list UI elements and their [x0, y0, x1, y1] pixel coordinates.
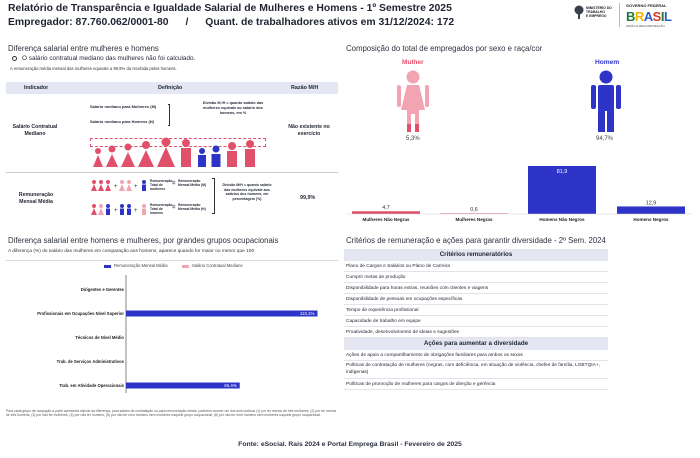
composition-title: Composição do total de empregados por sexo e raça/cor	[346, 44, 543, 53]
occ-category-label: Profissionais em Ocupações Nível Superior	[37, 311, 124, 316]
occupational-title: Diferença salarial entre homens e mulheres, por grandes grupos ocupacionais	[8, 236, 279, 245]
criteria-item: Tempo de experiência profissional	[344, 305, 608, 316]
row2-brace	[212, 178, 215, 214]
ministry-name: MINISTÉRIO DO TRABALHO E EMPREGO	[586, 6, 612, 18]
government-logo	[574, 3, 692, 29]
svg-text:+: +	[134, 208, 138, 214]
race-bar	[352, 211, 420, 214]
row1-brace	[168, 104, 170, 126]
legend-label-remuneration: Remuneração Mensal Média	[114, 263, 168, 268]
svg-text:+: +	[134, 184, 138, 190]
occ-category-label: Dirigentes e Gerentes	[80, 287, 124, 292]
race-bar-value: 81,9	[556, 169, 568, 175]
row1-def-explain: Divisão M /H = quanto salário das mulheres equivale ao salário dos homens, em %	[202, 101, 264, 115]
occ-bar-value: 65,4%	[224, 383, 237, 388]
row2-total-men: Remuneração Total de homens	[150, 203, 173, 215]
diversity-item: Políticas de contratação de mulheres (negras, com deficiência, em situação de violência, chefes de família, LGBTQIA+, indígenas)	[344, 361, 608, 379]
occupational-chart	[6, 260, 338, 408]
occ-bar-value: 110,1%	[299, 311, 315, 316]
row2-indicator: Remuneração Mensal Média	[18, 192, 54, 205]
footer-source: Fonte: eSocial. Rais 2024 e Portal Emprega Brasil - Fevereiro de 2025	[238, 441, 462, 448]
row1-def-women: Salário mediano para Mulheres (M)	[90, 104, 157, 109]
race-bar-value: 0,6	[470, 207, 478, 213]
legend-label-salary: Salário Contratual Mediano	[192, 263, 243, 268]
person-woman-icon	[106, 146, 118, 168]
race-bar-value: 4,7	[382, 205, 390, 212]
diversity-header: Ações para aumentar a diversidade	[344, 338, 608, 350]
row2-def-explain: Divisão M/H = quanto salário das mulheres equivale aos salários dos homens, em percentagem (%)	[222, 183, 272, 201]
row2-total-women: Remuneração Total de mulheres	[150, 179, 173, 191]
gov-title: GOVERNO FEDERAL	[626, 3, 667, 8]
criteria-header: Critérios remuneratórios	[344, 249, 608, 261]
occupational-subtitle: A diferença (%) do salário das mulheres em comparação aos homens, aparece quando for maior ou menor que 100	[8, 249, 255, 254]
salary-note: A remuneração média mensal das mulheres equivale a 99,9% da recebida pelos homens.	[10, 66, 177, 71]
occ-category-label: Trab. em Atividade Operacionais	[59, 383, 124, 388]
svg-text:+: +	[114, 208, 118, 214]
person-man-icon	[227, 142, 237, 167]
row1-def-men: Salário mediano para Homens (H)	[90, 119, 155, 124]
criteria-title: Critérios de remuneração e ações para garantir diversidade - 2º Sem. 2024	[346, 236, 606, 245]
people-row	[90, 134, 266, 168]
criteria-item: Disponibilidade para horas extras, reuniões com clientes e viagens	[344, 283, 608, 294]
th-indicator: Indicador	[24, 85, 49, 91]
occ-bar	[126, 311, 317, 317]
occ-bar	[126, 383, 240, 389]
gov-slogan: UNIÃO E RECONSTRUÇÃO	[626, 24, 665, 28]
race-category-label: Mulheres Não Negras	[362, 217, 410, 222]
man-small-icon	[142, 180, 146, 191]
person-man-icon	[198, 148, 206, 167]
bullet-icon	[12, 56, 17, 61]
legend-swatch-remuneration	[104, 265, 111, 268]
person-man-icon	[212, 146, 221, 168]
salary-bullet: O salário contratual mediano das mulheres não foi calculado.	[22, 55, 196, 62]
criteria-item: Capacidade de trabalho em equipe	[344, 316, 608, 327]
equals-icon: =	[172, 205, 176, 211]
report-subtitle	[8, 17, 454, 28]
subtitle-separator: /	[185, 17, 189, 28]
person-woman-icon	[157, 138, 175, 168]
row2-avg-men: Remuneração Mensal Média (H)	[178, 203, 206, 211]
row-divider	[6, 172, 338, 173]
criteria-item: Cumprir metas de produção	[344, 272, 608, 283]
person-man-icon	[245, 140, 255, 167]
women-light-group-icon	[119, 180, 132, 191]
criteria-item: Disponibilidade de pessoas em ocupações específicas	[344, 294, 608, 305]
brasil-logo: BRASIL	[626, 9, 672, 24]
logo-divider	[619, 3, 620, 27]
person-woman-icon	[121, 144, 135, 168]
diversity-item: Políticas de promoção de mulheres para cargos de direção e gerência	[344, 379, 608, 390]
row2-avg-women: Remuneração Mensal Média (M)	[178, 179, 207, 187]
women-group-icon	[91, 180, 111, 191]
criteria-table	[344, 249, 608, 390]
man-small-icon	[142, 204, 146, 215]
indicator-table	[6, 82, 338, 228]
man-label: Homem	[595, 59, 620, 66]
criteria-item: Plano de Cargos e Salários ou Plano de Carreira	[344, 261, 608, 272]
person-woman-icon	[138, 141, 154, 167]
occ-category-label: Técnicos de Nível Médio	[75, 335, 124, 340]
person-man-icon	[181, 139, 191, 167]
woman-label: Mulher	[402, 59, 424, 66]
woman-figure-icon	[395, 70, 431, 134]
diversity-item: Ações de apoio a compartilhamento de obrigações familiares para ambos os sexos	[344, 350, 608, 361]
criteria-item: Proatividade, desenvolvimento de ideias e sugestões	[344, 327, 608, 338]
women-group-icon	[91, 204, 110, 215]
equals-icon: =	[172, 181, 176, 187]
race-bar	[617, 206, 685, 214]
race-category-label: Homens Negros	[633, 217, 669, 222]
row2-ratio: 99,9%	[300, 195, 316, 201]
svg-text:+: +	[114, 184, 118, 190]
employer-id: Empregador: 87.760.062/0001-80	[8, 17, 169, 28]
active-workers: Quant. de trabalhadores ativos em 31/12/2024: 172	[205, 17, 455, 28]
row1-indicator: Salário Contratual Mediano	[12, 124, 58, 137]
occ-category-label: Trab. de Serviços Administrativos	[56, 359, 124, 364]
race-bar-value: 12,9	[645, 200, 657, 207]
person-woman-icon	[93, 148, 103, 167]
occupational-note: Para cada grupo de ocupação a partir apresenta cálculo da diferença, para salário de contratação ou para remuneração média, poderem ocorrer um dos seis motivos (1) por ter menos de três mulheres; (2) por ter menos de três homens; (3) por não ter mulheres; (4) por não ter homens; (5) por não ter nem homens nem mulheres naquele grupo ocupacional; (6) por não ter nem homens nem mulheres naquele grupo ocupacional.	[6, 409, 337, 418]
man-figure-icon	[588, 70, 624, 134]
race-bar-chart	[346, 160, 692, 224]
salary-diff-title: Diferença salarial entre mulheres e homens	[8, 44, 159, 53]
th-ratio: Razão M/H	[291, 85, 319, 91]
woman-percentage: 5,3%	[406, 136, 420, 142]
report-title: Relatório de Transparência e Igualdade Salarial de Mulheres e Homens - 1º Semestre 2025	[8, 3, 452, 14]
race-category-label: Homens Não Negros	[539, 217, 585, 222]
th-definition: Definição	[158, 85, 183, 91]
men-group-icon	[120, 204, 131, 215]
coat-of-arms-icon	[574, 5, 584, 19]
man-percentage: 94,7%	[596, 136, 614, 142]
row1-ratio: Não existente no exercício	[288, 124, 330, 137]
race-category-label: Mulheres Negras	[455, 217, 493, 222]
legend-swatch-salary	[182, 265, 189, 268]
